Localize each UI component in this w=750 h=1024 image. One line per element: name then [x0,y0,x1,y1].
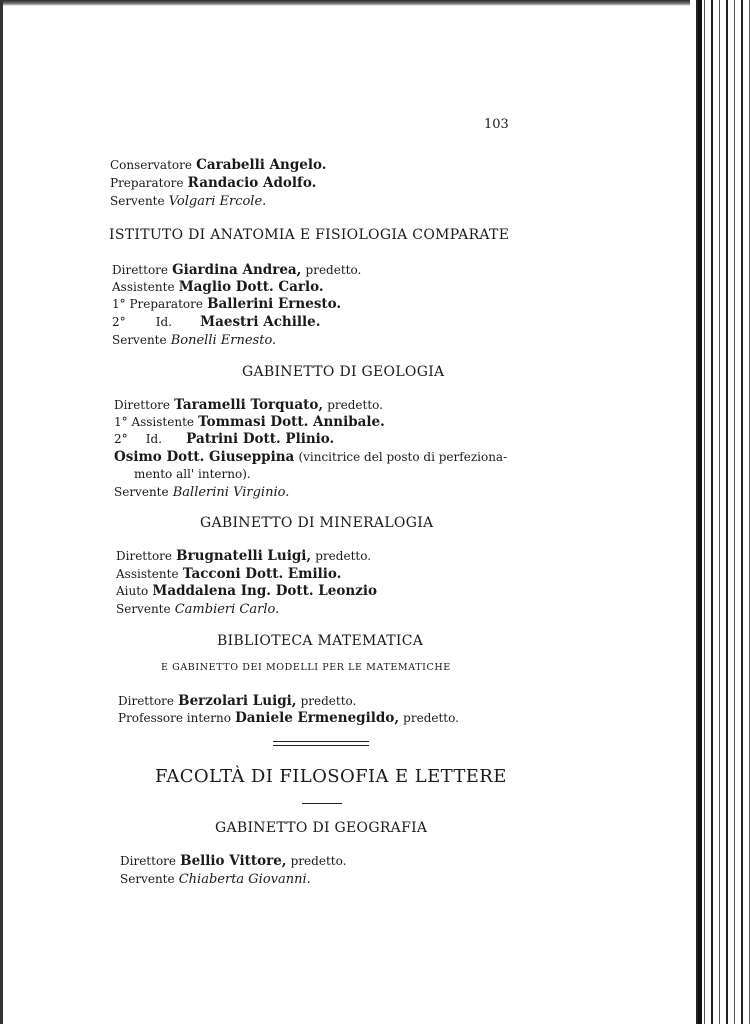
section-heading: GABINETTO DI MINERALOGIA [200,515,434,531]
staff-line: Assistente Tacconi Dott. Emilio. [116,566,342,582]
section-subheading: E GABINETTO DEI MODELLI PER LE MATEMATICHE [161,662,451,673]
double-rule-bottom [273,745,369,746]
staff-line: Direttore Giardina Andrea, predetto. [112,262,362,278]
staff-line: 1° Assistente Tommasi Dott. Annibale. [114,414,385,430]
staff-line: 2° Id. Patrini Dott. Plinio. [114,431,335,447]
staff-line: Osimo Dott. Giuseppina (vincitrice del posto di perfeziona- [114,449,508,465]
staff-line: Servente Volgari Ercole. [110,194,267,209]
staff-line: Direttore Brugnatelli Luigi, predetto. [116,548,372,564]
section-heading: BIBLIOTECA MATEMATICA [217,633,424,649]
section-heading: GABINETTO DI GEOGRAFIA [215,820,428,836]
staff-line: Servente Ballerini Virginio. [114,485,290,500]
staff-line: 1° Preparatore Ballerini Ernesto. [112,296,342,312]
staff-line: Professore interno Daniele Ermenegildo, predetto. [118,710,459,726]
staff-line: Preparatore Randacio Adolfo. [110,175,317,191]
double-rule-top [273,741,369,742]
short-rule [302,803,342,804]
page-left-edge [0,0,3,1024]
staff-line: Conservatore Carabelli Angelo. [110,157,327,173]
page-top-edge [0,0,700,6]
staff-line: Direttore Berzolari Luigi, predetto. [118,693,357,709]
staff-line: Direttore Taramelli Torquato, predetto. [114,397,383,413]
book-spine-line [698,0,702,1024]
staff-line: Aiuto Maddalena Ing. Dott. Leonzio [116,583,377,599]
section-heading: GABINETTO DI GEOLOGIA [242,364,445,380]
staff-line: 2° Id. Maestri Achille. [112,314,321,330]
staff-line: Servente Chiaberta Giovanni. [120,872,311,887]
section-heading: ISTITUTO DI ANATOMIA E FISIOLOGIA COMPARATE [109,227,510,243]
staff-line: Assistente Maglio Dott. Carlo. [112,279,324,295]
faculty-heading: FACOLTÀ DI FILOSOFIA E LETTERE [155,766,507,787]
staff-line: Servente Bonelli Ernesto. [112,333,277,348]
page-number: 103 [484,117,509,132]
staff-line: Direttore Bellio Vittore, predetto. [120,853,347,869]
staff-line: Servente Cambieri Carlo. [116,602,280,617]
staff-line: mento all' interno). [134,467,251,481]
